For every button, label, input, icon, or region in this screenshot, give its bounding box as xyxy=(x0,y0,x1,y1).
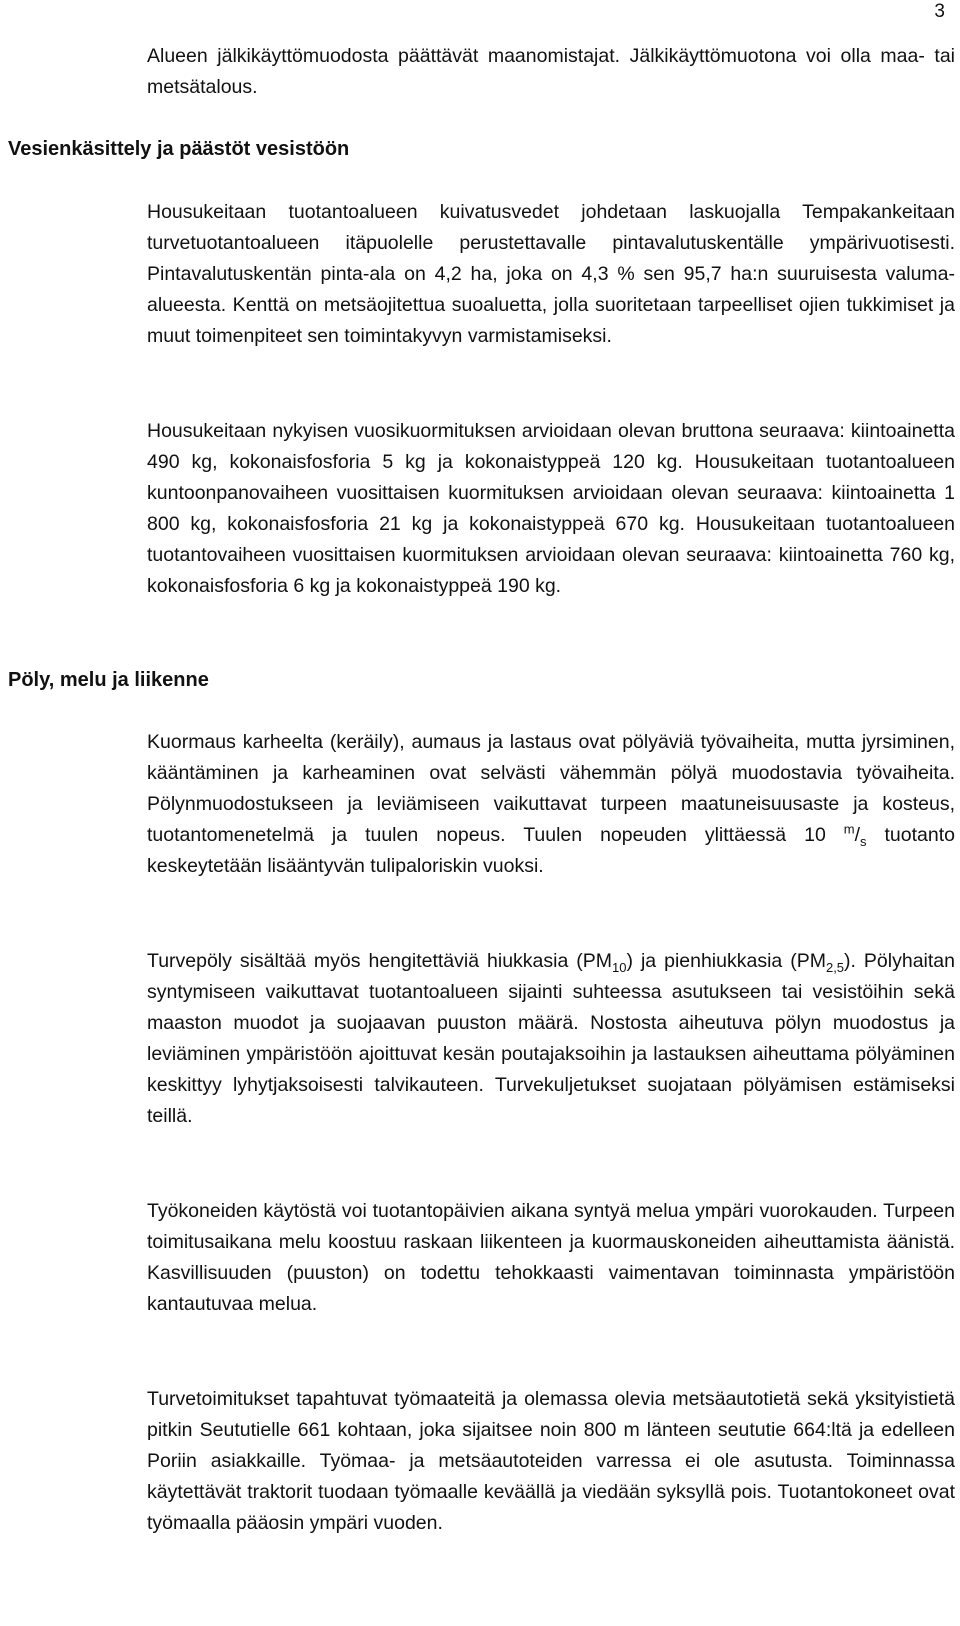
pm25-subscript: 2,5 xyxy=(825,959,845,975)
dust-p2-text-b: ) ja pienhiukkasia (PM xyxy=(626,950,826,972)
dust-p2-text-a: Turvepöly sisältää myös hengitettäviä hiukkasia (PM xyxy=(147,950,613,972)
dust-paragraph-2 xyxy=(147,946,955,1132)
intro-paragraph: Alueen jälkikäyttömuodosta päättävät maanomistajat. Jälkikäyttömuotona voi olla maa- tai metsätalous. xyxy=(147,45,955,98)
section-heading-water: Vesienkäsittely ja päästöt vesistöön xyxy=(8,138,350,160)
dust-p2-text-c: ). Pölyhaitan syntymiseen vaikuttavat tuotantoalueen sijainti suhteessa asutukseen tai vesistöihin sekä maaston muodot ja suojaavan puuston määrä. Nostosta aiheutuva pölyn muodostus ja leviäminen ympäristöön ajoittuvat kesän poutajaksoihin ja lastauksen aiheuttama pölyäminen keskittyy lyhytjaksoisesti talvikauteen. Turvekuljetukset suojataan pölyämisen estämiseksi teillä. xyxy=(147,950,955,1127)
water-paragraph-1: Housukeitaan tuotantoalueen kuivatusvedet johdetaan laskuojalla Tempakankeitaan turvetuotantoalueen itäpuolelle perustettavalle pintavalutuskentälle ympärivuotisesti. Pintavalutuskentän pinta-ala on 4,2 ha, joka on 4,3 % sen 95,7 ha:n suuruisesta valuma-alueesta. Kenttä on metsäojitettua suoaluetta, jolla suoritetaan tarpeelliset ojien tukkimiset ja muut toimenpiteet sen toimintakyvyn varmistamiseksi. xyxy=(147,201,955,347)
dust-paragraph-1 xyxy=(147,727,955,882)
unit-s: s xyxy=(860,833,867,849)
page-number: 3 xyxy=(934,1,945,22)
dust-p1-text-a: Kuormaus karheelta (keräily), aumaus ja lastaus ovat pölyäviä työvaiheita, mutta jyrsiminen, kääntäminen ja karheaminen ovat selvästi vähemmän pölyä muodostavia työvaiheita. Pölynmuodostukseen ja leviämiseen vaikuttavat turpeen maatuneisuusaste ja kosteus, tuotantomenetelmä ja tuulen nopeus. Tuulen nopeuden ylittäessä 10 xyxy=(147,731,955,846)
section-heading-dust: Pöly, melu ja liikenne xyxy=(8,669,209,691)
pm10-subscript: 10 xyxy=(612,959,627,975)
dust-paragraph-4: Turvetoimitukset tapahtuvat työmaateitä ja olemassa olevia metsäautotietä sekä yksityistietä pitkin Seututielle 661 kohtaan, joka sijaitsee noin 800 m länteen seututie 664:ltä ja edelleen Poriin asiakkaille. Työmaa- ja metsäautoteiden varressa ei ole asutusta. Toiminnassa käytettävät traktorit tuodaan työmaalle keväällä ja viedään syksyllä pois. Tuotantokoneet ovat työmaalla pääosin ympäri vuoden. xyxy=(147,1388,955,1534)
unit-m: m xyxy=(843,821,855,837)
unit-slash: / xyxy=(854,824,861,846)
water-paragraph-2: Housukeitaan nykyisen vuosikuormituksen arvioidaan olevan bruttona seuraava: kiintoainetta 490 kg, kokonaisfosforia 5 kg ja kokonaistyppeä 120 kg. Housukeitaan tuotantoalueen kuntoonpanovaiheen vuosittaisen kuormituksen arvioidaan olevan seuraava: kiintoainetta 1 800 kg, kokonaisfosforia 21 kg ja kokonaistyppeä 670 kg. Housukeitaan tuotantoalueen tuotantovaiheen vuosittaisen kuormituksen arvioidaan olevan seuraava: kiintoainetta 760 kg, kokonaisfosforia 6 kg ja kokonaistyppeä 190 kg. xyxy=(147,420,955,597)
dust-paragraph-3: Työkoneiden käytöstä voi tuotantopäivien aikana syntyä melua ympäri vuorokauden. Turpeen toimitusaikana melu koostuu raskaan liikenteen ja kuormauskoneiden aiheuttamista äänistä. Kasvillisuuden (puuston) on todettu tehokkaasti vaimentavan toiminnasta ympäristöön kantautuvaa melua. xyxy=(147,1200,955,1315)
dust-p1-text-b: tuotanto keskeytetään lisääntyvän tulipaloriskin vuoksi. xyxy=(147,824,955,877)
